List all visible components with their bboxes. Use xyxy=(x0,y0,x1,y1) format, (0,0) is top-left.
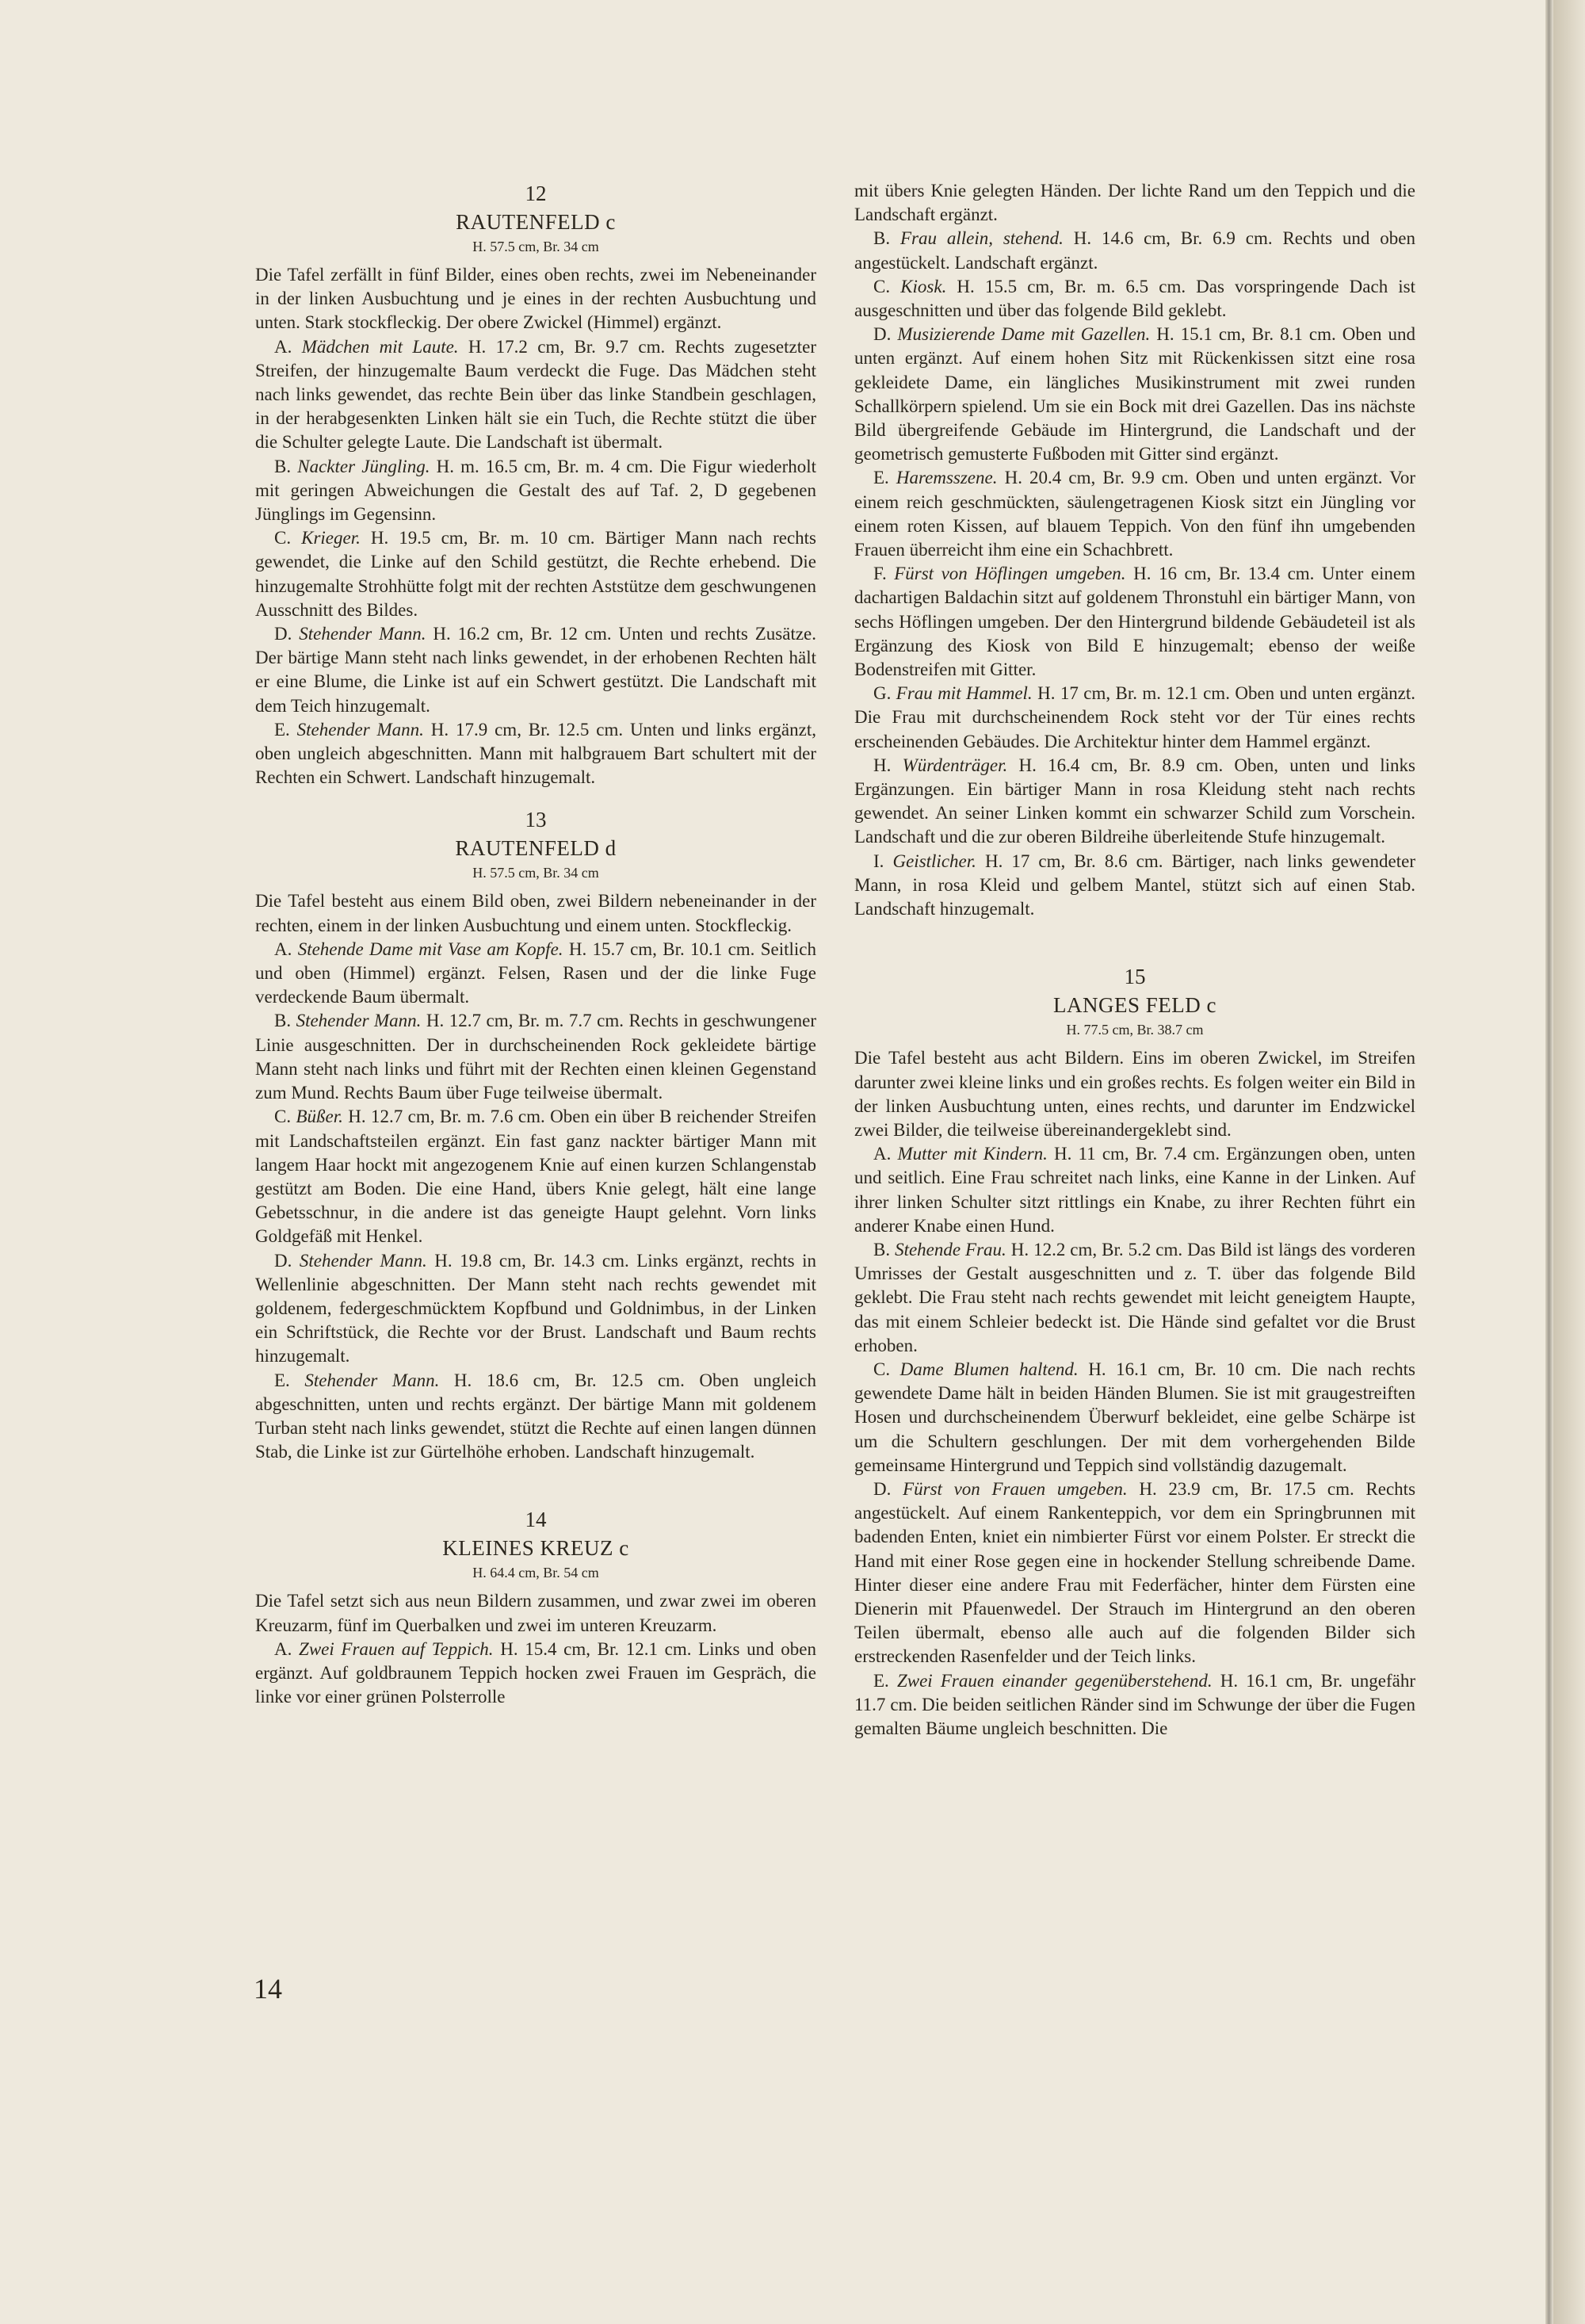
entry-a: A. Stehende Dame mit Vase am Kopfe. H. 15.7 cm, Br. 10.1 cm. Seitlich und oben (Himmel) ergänzt. Felsen, Rasen und der die linke Fuge verdeckende Baum übermalt. xyxy=(255,938,817,1007)
section-title: RAUTENFELD c xyxy=(456,210,616,234)
section-number: 15 xyxy=(1124,965,1146,989)
entry-d: D. Fürst von Frauen umgeben. H. 23.9 cm, Br. 17.5 cm. Rechts angestückelt. Auf einem Rankenteppich, vor dem ein Springbrunnen mit badenden Enten, kniet ein nimbierter Fürst vor einem Polster. Er streckt die Hand mit einer Rose gegen eine in hockender Stellung schreibende Dame. Hinter dieser eine andere Frau mit Federfächer, hinter dem Fürsten eine Dienerin mit Pfauenwedel. Der Strauch im Hintergrund an den oberen Teilen übermalt, ebenso alle auch auf die folgenden Bilder sich erstreckenden Rasenfelder und der Teich links. xyxy=(854,1478,1416,1667)
section-intro: Die Tafel besteht aus einem Bild oben, zwei Bildern nebeneinander in der rechten, einem in der linken Ausbuchtung und einem unten. Stockfleckig. xyxy=(255,891,816,935)
entry-d: D. Stehender Mann. H. 16.2 cm, Br. 12 cm. Unten und rechts Zusätze. Der bärtige Mann steht nach links gewendet, in der erhobenen Rechten hält er eine Blume, die Linke ist auf ein Schwert gestützt. Die Landschaft mit dem Teich hinzugemalt. xyxy=(255,624,817,716)
next-page-margin xyxy=(1553,0,1585,2324)
entry-label: Krieger. xyxy=(301,528,361,549)
section-dimensions: H. 57.5 cm, Br. 34 cm xyxy=(472,239,599,254)
entry-label: Dame Blumen haltend. xyxy=(899,1359,1079,1379)
continued-text: mit übers Knie gelegten Händen. Der lichte Rand um den Teppich und die Landschaft ergänzt. xyxy=(854,181,1415,225)
entry-label: Haremsszene. xyxy=(896,468,998,488)
catalog-section-15 xyxy=(854,962,1415,1741)
section-title: LANGES FELD c xyxy=(1053,993,1216,1018)
entry-label: Mutter mit Kindern. xyxy=(897,1144,1048,1164)
entry-e: E. Stehender Mann. H. 17.9 cm, Br. 12.5 cm. Unten und links ergänzt, oben ungleich abgeschnitten. Mann mit halbgrauem Bart schultert mit der Rechten ein Schwert. Landschaft hinzugemalt. xyxy=(255,719,816,788)
entry-label: Kiosk. xyxy=(900,276,947,296)
section-number: 12 xyxy=(525,182,547,205)
entry-label: Stehender Mann. xyxy=(296,1011,422,1031)
section-intro: Die Tafel besteht aus acht Bildern. Eins im oberen Zwickel, im Streifen darunter zwei kleine links und ein großes rechts. Es folgen weiter ein Bild in der linken Ausbuchtung unten, eines rechts, und darunter im Endzwickel zwei Bilder, die teilweise übereinandergeklebt sind. xyxy=(854,1048,1415,1140)
page-number: 14 xyxy=(254,1973,282,2005)
section-number: 13 xyxy=(525,808,547,832)
entry-label: Frau mit Hammel. xyxy=(896,683,1033,704)
section-dimensions: H. 57.5 cm, Br. 34 cm xyxy=(472,865,599,881)
entry-c: C. Büßer. H. 12.7 cm, Br. m. 7.6 cm. Oben ein über B reichender Streifen mit Landschaftsteilen ergänzt. Ein fast ganz nackter bärtiger Mann mit langem Haar hockt mit angezogenem Knie auf einen kurzen Schlangenstab gestützt am Boden. Die eine Hand, übers Knie gelegt, hält eine lange Gebetsschnur, in die andere ist das geneigte Haupt gelehnt. Vorn links Goldgefäß mit Henkel. xyxy=(255,1107,817,1247)
entry-b: B. Stehende Frau. H. 12.2 cm, Br. 5.2 cm. Das Bild ist längs des vorderen Umrisses der Gestalt ausgeschnitten und z. T. über das folgende Bild geklebt. Die Frau steht nach rechts gewendet mit leicht geneigtem Haupte, das mit einem Schleier bedeckt ist. Die Hände sind gefaltet vor die Brust erhoben. xyxy=(854,1239,1416,1355)
entry-c: C. Kiosk. H. 15.5 cm, Br. m. 6.5 cm. Das vorspringende Dach ist ausgeschnitten und über das folgende Bild geklebt. xyxy=(854,276,1416,321)
entry-label: Stehender Mann. xyxy=(299,624,426,644)
section-title: RAUTENFELD d xyxy=(455,836,617,861)
entry-f: F. Fürst von Höflingen umgeben. H. 16 cm, Br. 13.4 cm. Unter einem dachartigen Baldachin sitzt auf goldenem Thronstuhl ein bärtiger Mann, von sechs Höflingen umgeben. Der den Hintergrund bildende Gebäudeteil ist als Ergänzung des Kiosk von Bild E hinzugemalt; ebenso der weiße Bodenstreifen mit Gitter. xyxy=(854,564,1415,680)
section-dimensions: H. 64.4 cm, Br. 54 cm xyxy=(472,1565,599,1581)
entry-a: A. Zwei Frauen auf Teppich. H. 15.4 cm, Br. 12.1 cm. Links und oben ergänzt. Auf goldbraunem Teppich hocken zwei Frauen im Gespräch, die linke vor einer grünen Polsterrolle xyxy=(255,1638,817,1707)
section-title: KLEINES KREUZ c xyxy=(442,1536,629,1561)
entry-e: E. Stehender Mann. H. 18.6 cm, Br. 12.5 cm. Oben ungleich abgeschnitten, unten und rechts ergänzt. Der bärtige Mann mit goldenem Turban steht nach links gewendet, stützt die Rechte auf einen langen dünnen Stab, die Linke ist zur Gürtelhöhe erhoben. Landschaft hinzugemalt. xyxy=(255,1370,816,1462)
entry-label: Musizierende Dame mit Gazellen. xyxy=(897,324,1151,345)
entry-label: Nackter Jüngling. xyxy=(297,456,430,476)
entry-a: A. Mädchen mit Laute. H. 17.2 cm, Br. 9.7 cm. Rechts zugesetzter Streifen, der hinzugemalte Baum verdeckt die Fuge. Das Mädchen steht nach links gewendet, das rechte Bein über das linke Standbein geschlagen, in der herabgesenkten Linken hält sie ein Tuch, die Rechte stützt die über die Schulter gelegte Laute. Die Landschaft ist übermalt. xyxy=(255,336,816,453)
entry-d: D. Stehender Mann. H. 19.8 cm, Br. 14.3 cm. Links ergänzt, rechts in Wellenlinie abgeschnitten. Der Mann steht nach rechts gewendet mit goldenem, federgeschmücktem Kopfbund und Goldnimbus, in der Linken ein Schriftstück, die Rechte vor der Brust. Landschaft und Baum rechts hinzugemalt. xyxy=(255,1250,816,1366)
entry-b: B. Nackter Jüngling. H. m. 16.5 cm, Br. m. 4 cm. Die Figur wiederholt mit geringen Abweichungen die Gestalt des auf Taf. 2, D gegebenen Jünglings im Gegensinn. xyxy=(255,456,817,525)
binding-edge xyxy=(1545,0,1553,2324)
catalog-section-12 xyxy=(255,179,816,789)
catalog-section-13 xyxy=(255,805,816,1464)
right-column xyxy=(854,179,1415,1741)
entry-c: C. Dame Blumen haltend. H. 16.1 cm, Br. 10 cm. Die nach rechts gewendete Dame hält in beiden Händen Blumen. Sie ist mit graugestreiften Hosen und durchscheinendem Überwurf bekleidet, eine gelbe Schärpe ist um die Schultern geschlungen. Der mit dem vorhergehenden Bilde gemeinsame Hintergrund und Teppich sind vollständig dazugemalt. xyxy=(854,1359,1415,1475)
section-number: 14 xyxy=(525,1508,547,1532)
entry-b: B. Frau allein, stehend. H. 14.6 cm, Br. 6.9 cm. Rechts und oben angestückelt. Landschaft ergänzt. xyxy=(854,228,1416,273)
entry-label: Mädchen mit Laute. xyxy=(301,336,459,357)
entry-d: D. Musizierende Dame mit Gazellen. H. 15.1 cm, Br. 8.1 cm. Oben und unten ergänzt. Auf einem hohen Sitz mit Rückenkissen sitzt eine rosa gekleidete Dame, ein längliches Musikinstrument mit zwei runden Schallkörpern spielend. Um sie ein Bock mit drei Gazellen. Das ins nächste Bild übergreifende Gebäude im Hintergrund, die Landschaft und der geometrisch gemusterte Fußboden mit Gitter sind ergänzt. xyxy=(854,324,1416,464)
entry-label: Stehende Frau. xyxy=(895,1239,1006,1259)
entry-b: B. Stehender Mann. H. 12.7 cm, Br. m. 7.7 cm. Rechts in geschwungener Linie ausgeschnitten. Der in durchscheinenden Rock gekleidete bärtige Mann steht nach links und führt mit der Rechten einen kleinen Gegenstand zum Mund. Rechts Baum über Fuge teilweise übermalt. xyxy=(255,1011,816,1103)
entry-label: Frau allein, stehend. xyxy=(899,228,1064,249)
entry-label: Stehender Mann. xyxy=(304,1370,440,1390)
entry-label: Stehende Dame mit Vase am Kopfe. xyxy=(297,938,563,959)
entry-g: G. Frau mit Hammel. H. 17 cm, Br. m. 12.1 cm. Oben und unten ergänzt. Die Frau mit durchscheinendem Rock steht vor der Tür eines rechts erscheinenden Gebäudes. Die Architektur hinter dem Hammel ergänzt. xyxy=(854,683,1415,751)
entry-a: A. Mutter mit Kindern. H. 11 cm, Br. 7.4 cm. Ergänzungen oben, unten und seitlich. Eine Frau schreitet nach links, eine Kanne in der Linken. Auf ihrer linken Schulter sitzt rittlings ein Knabe, zu ihrer Rechten führt ein anderer Knabe einen Hund. xyxy=(854,1144,1415,1236)
section-dimensions: H. 77.5 cm, Br. 38.7 cm xyxy=(1066,1022,1204,1038)
entry-label: Fürst von Frauen umgeben. xyxy=(903,1478,1128,1499)
entry-c: C. Krieger. H. 19.5 cm, Br. m. 10 cm. Bärtiger Mann nach rechts gewendet, die Linke auf den Schild gestützt, die Rechte erhebend. Die hinzugemalte Strohhütte folgt mit der rechten Aststütze dem geschwungenen Ausschnitt des Bildes. xyxy=(255,528,816,620)
catalog-section-14 xyxy=(255,1505,816,1709)
entry-label: Zwei Frauen einander gegenüberstehend. xyxy=(896,1670,1213,1691)
left-column xyxy=(255,179,816,1709)
entry-e: E. Zwei Frauen einander gegenüberstehend. H. 16.1 cm, Br. ungefähr 11.7 cm. Die beiden seitlichen Ränder sind im Schwunge der über die Fugen gemalten Bäume ungleich beschnitten. Die xyxy=(854,1670,1415,1738)
entry-label: Geistlicher. xyxy=(892,850,976,871)
entry-h: H. Würdenträger. H. 16.4 cm, Br. 8.9 cm. Oben, unten und links Ergänzungen. Ein bärtiger Mann in rosa Kleidung steht nach rechts gewendet. An seiner Linken kommt ein schwarzer Schild zum Vorschein. Landschaft und die zur oberen Bildreihe überleitende Stufe hinzugemalt. xyxy=(854,755,1416,847)
entry-i: I. Geistlicher. H. 17 cm, Br. 8.6 cm. Bärtiger, nach links gewendeter Mann, in rosa Kleid und gelbem Mantel, stützt sich auf einen Stab. Landschaft hinzugemalt. xyxy=(854,850,1416,919)
entry-e: E. Haremsszene. H. 20.4 cm, Br. 9.9 cm. Oben und unten ergänzt. Vor einem reich geschmückten, säulengetragenen Kiosk sitzt ein Jüngling vor einem roten Kissen, auf blauem Teppich. Von den fünf ihn umgebenden Frauen überreicht ihm eine ein Schachbrett. xyxy=(854,468,1415,560)
entry-label: Fürst von Höflingen umgeben. xyxy=(894,564,1126,584)
entry-label: Zwei Frauen auf Teppich. xyxy=(299,1638,494,1659)
entry-label: Büßer. xyxy=(296,1107,343,1127)
entry-label: Stehender Mann. xyxy=(296,719,424,740)
entry-label: Würdenträger. xyxy=(902,755,1008,775)
entry-label: Stehender Mann. xyxy=(299,1250,427,1271)
section-intro: Die Tafel zerfällt in fünf Bilder, eines oben rechts, zwei im Nebeneinander in der linken Ausbuchtung und je eines in der rechten Ausbuchtung und unten. Stark stockfleckig. Der obere Zwickel (Himmel) ergänzt. xyxy=(255,265,816,333)
section-intro: Die Tafel setzt sich aus neun Bildern zusammen, und zwar zwei im oberen Kreuzarm, fünf im Querbalken und zwei im unteren Kreuzarm. xyxy=(255,1591,816,1635)
